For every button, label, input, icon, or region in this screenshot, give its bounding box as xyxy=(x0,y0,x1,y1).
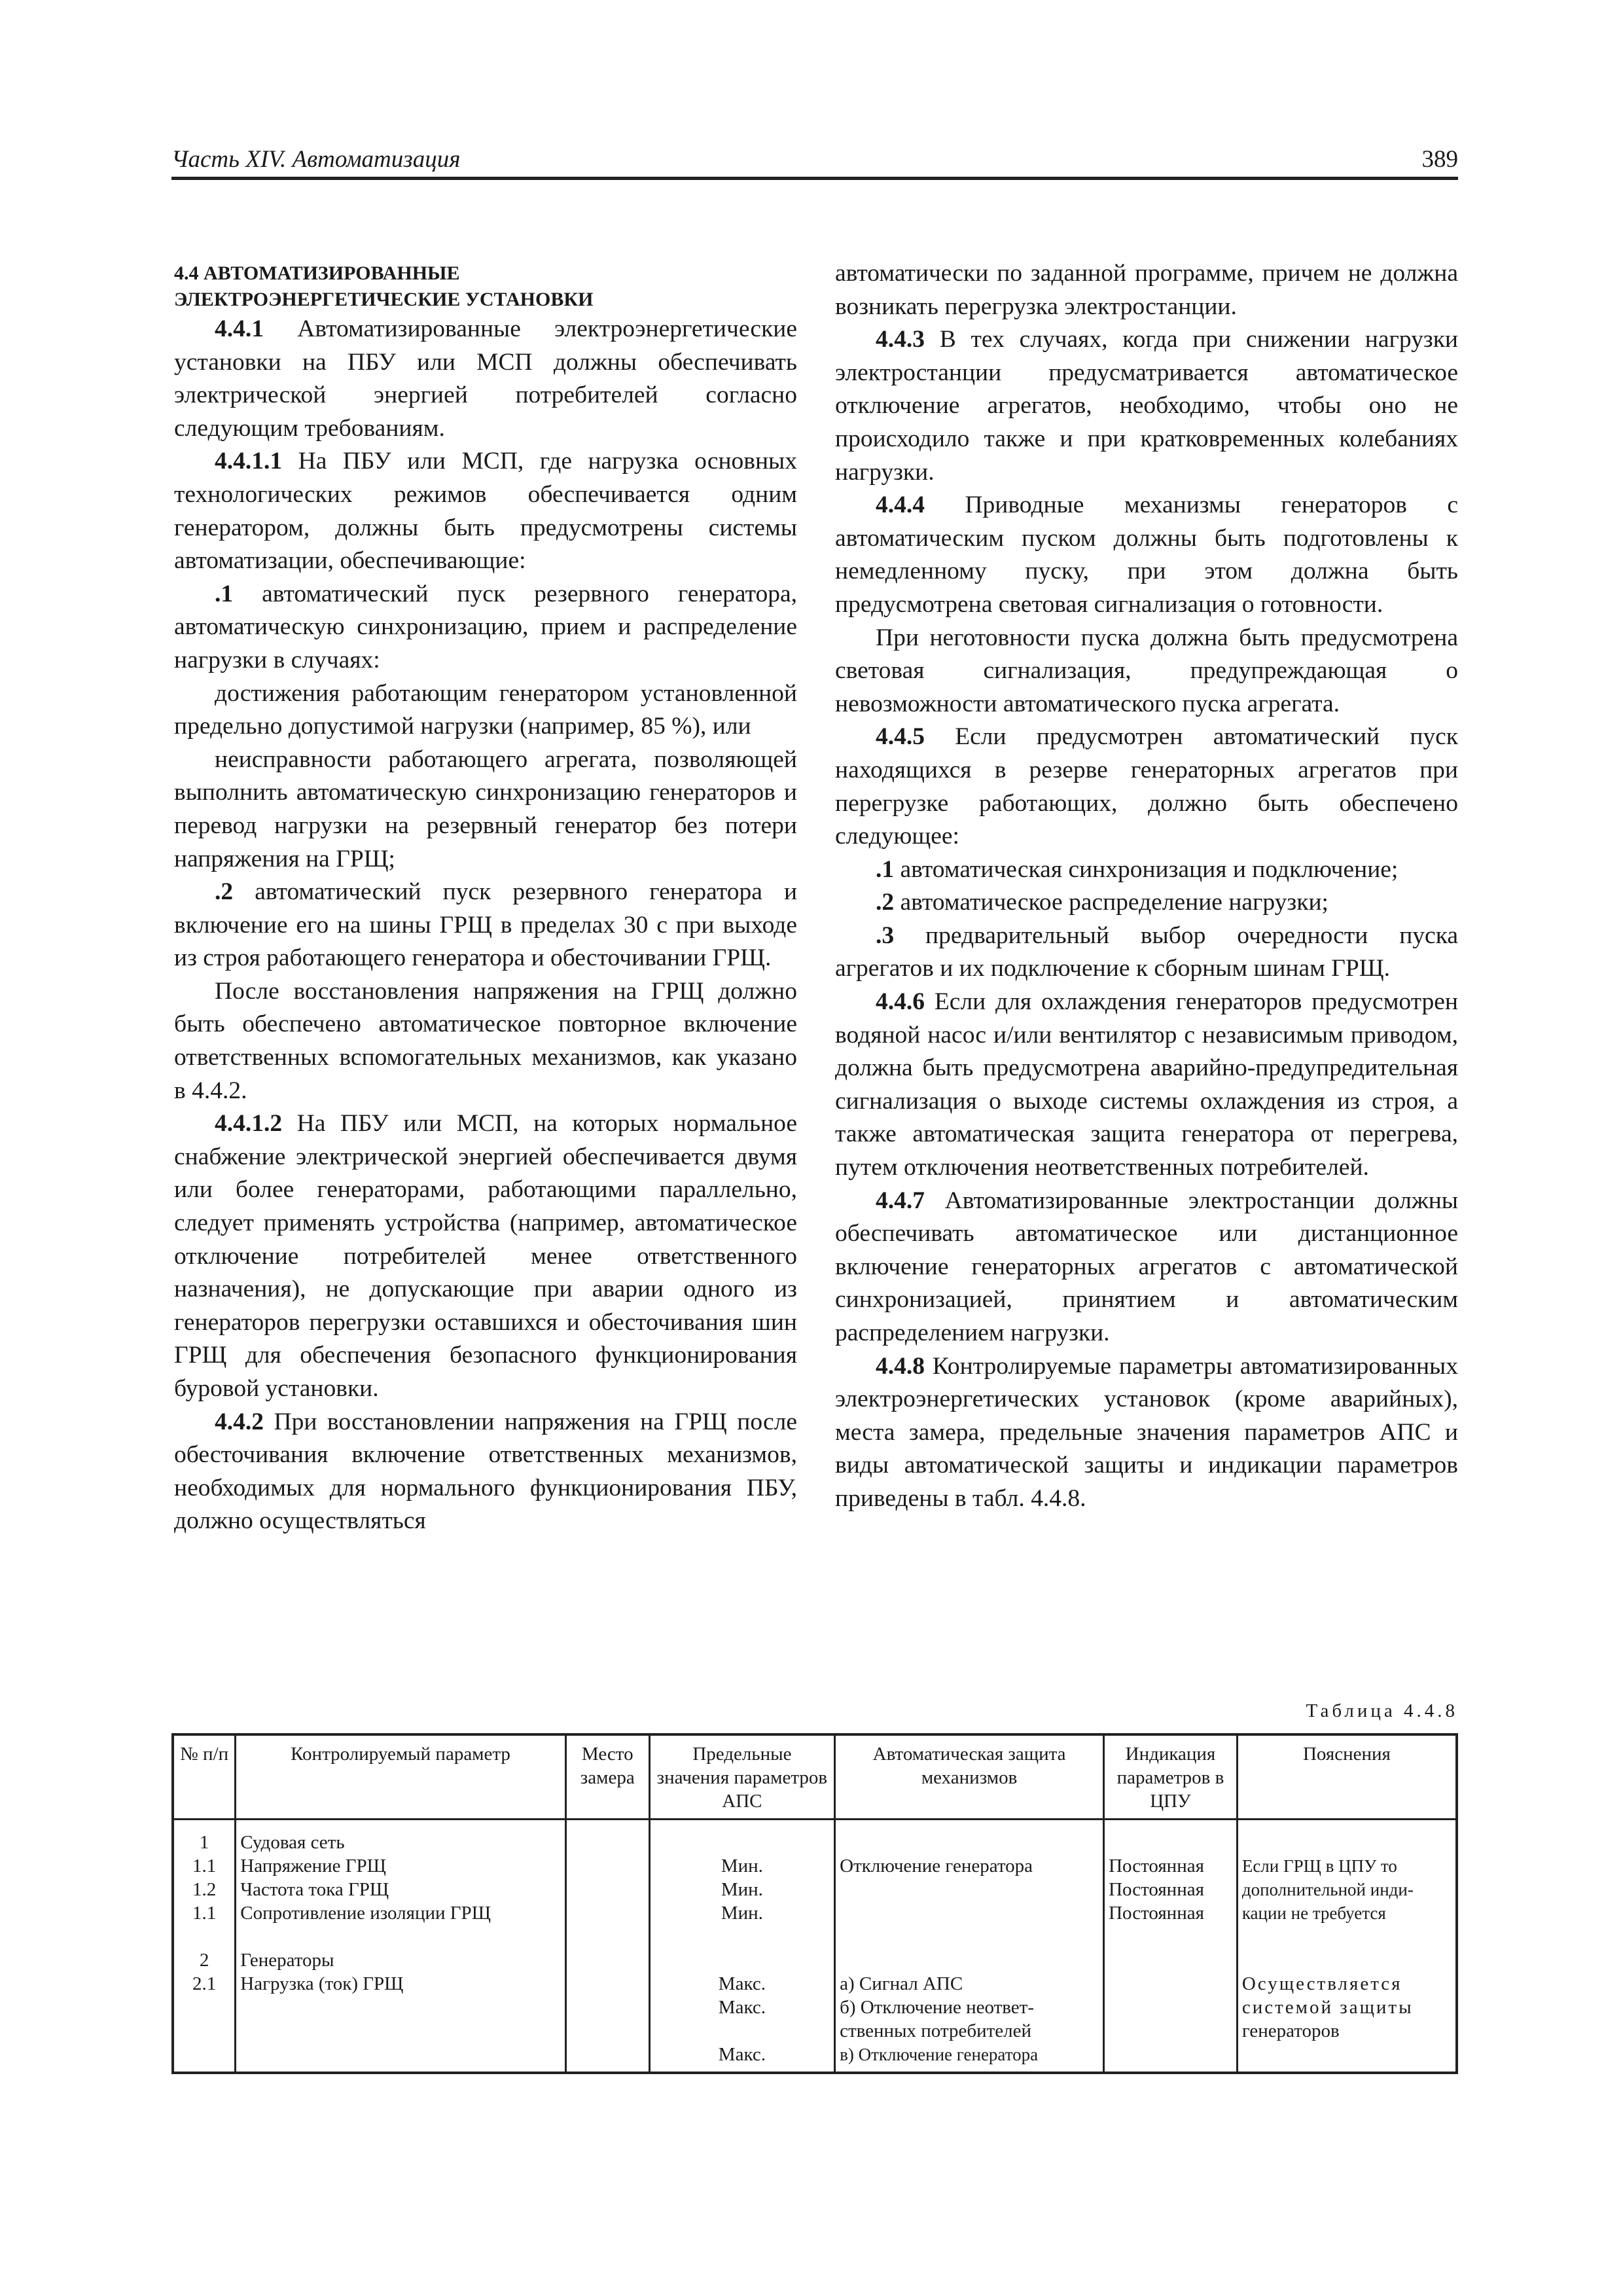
cell-protection: а) Сигнал АПС xyxy=(835,1972,1104,1996)
cell-protection: Отключение генератора xyxy=(835,1854,1104,1878)
cell-place xyxy=(565,1972,649,1996)
cell-place xyxy=(565,1854,649,1878)
left-column xyxy=(174,260,797,1538)
cell-indication: Постоянная xyxy=(1104,1901,1238,1925)
cell-param xyxy=(236,1996,566,2019)
clause-4-4-8 xyxy=(835,1350,1458,1516)
table-row xyxy=(173,1878,1457,1901)
cell-indication xyxy=(1104,1996,1238,2019)
clause-text: На ПБУ или МСП, где нагрузка основных технологических режимов обеспечивается одним генератором, должны быть предусмотрены системы автоматизации, обеспечивающие: xyxy=(174,448,798,575)
clause-4-4-6 xyxy=(835,986,1458,1185)
clause-number: 4.4.1.2 xyxy=(215,1110,283,1138)
running-header xyxy=(171,145,1458,178)
clause-number: 4.4.8 xyxy=(876,1352,925,1380)
clause-4-4-7 xyxy=(835,1185,1458,1350)
table-row xyxy=(173,2019,1457,2043)
cell-protection: в) Отключение генератора xyxy=(835,2043,1104,2073)
cell-num xyxy=(173,2019,236,2043)
clause-4-4-3 xyxy=(835,323,1458,489)
clause-4-4-2 xyxy=(174,1406,797,1538)
clause-number: 4.4.3 xyxy=(876,326,925,353)
cell-protection xyxy=(835,1925,1104,1972)
clause-number: 4.4.7 xyxy=(876,1187,925,1214)
table-row xyxy=(173,1901,1457,1925)
header-place xyxy=(565,1734,649,1820)
item-number: .1 xyxy=(215,580,234,607)
paragraph: достижения работающим генератором установленной предельно допустимой нагрузки (например, 85 %), или xyxy=(174,679,797,740)
cell-limits xyxy=(649,2019,834,2043)
cell-param: Напряжение ГРЩ xyxy=(236,1854,566,1878)
cell-indication xyxy=(1104,1925,1238,1972)
cell-place xyxy=(565,1901,649,1925)
header-protection-text: Автоматическая защита механизмов xyxy=(872,1744,1066,1788)
paragraph: После восстановления напряжения на ГРЩ должно быть обеспечено автоматическое повторное включение ответственных вспомогательных механизмов, как указано в 4.4.2. xyxy=(174,977,797,1104)
item-number: .2 xyxy=(215,878,234,906)
header-limits xyxy=(649,1734,834,1820)
cell-notes: системой защиты xyxy=(1237,1996,1457,2019)
item-text: предварительный выбор очередности пуска агрегатов и их подключение к сборным шинам ГРЩ. xyxy=(835,922,1458,982)
clause-text: Если предусмотрен автоматический пуск находящихся в резерве генераторных агрегатов при перегрузке работающих, должно быть обеспечено следующее: xyxy=(835,723,1459,850)
table-row xyxy=(173,1996,1457,2019)
cell-protection xyxy=(835,1878,1104,1901)
cell-indication xyxy=(1104,2043,1238,2073)
clause-number: 4.4.4 xyxy=(876,492,925,519)
cell-protection xyxy=(835,1820,1104,1855)
cell-notes: дополнительной инди- xyxy=(1237,1878,1457,1901)
clause-number: 4.4.1.1 xyxy=(215,448,283,475)
clause-number: 4.4.5 xyxy=(876,723,925,751)
cell-place xyxy=(565,2043,649,2073)
header-num xyxy=(173,1734,236,1820)
clause-text: При восстановлении напряжения на ГРЩ после обесточивания включение ответственных механизмов, необходимых для нормального функционирования ПБУ, должно осуществляться xyxy=(174,1408,798,1535)
cell-limits: Мин. xyxy=(649,1854,834,1878)
parameters-table xyxy=(171,1733,1458,2074)
table-row xyxy=(173,2043,1457,2073)
item-number: .2 xyxy=(876,889,895,916)
cell-notes: Если ГРЩ в ЦПУ то xyxy=(1237,1854,1457,1878)
cell-param: Нагрузка (ток) ГРЩ xyxy=(236,1972,566,1996)
item-2 xyxy=(835,886,1458,920)
cell-protection xyxy=(835,1901,1104,1925)
cell-place xyxy=(565,1996,649,2019)
cell-limits: Макс. xyxy=(649,1972,834,1996)
cell-num: 1.1 xyxy=(173,1854,236,1878)
cell-param xyxy=(236,2019,566,2043)
cell-place xyxy=(565,1878,649,1901)
cell-num: 1.2 xyxy=(173,1878,236,1901)
item-number: .3 xyxy=(876,922,895,949)
clause-text: Автоматизированные электростанции должны обеспечивать автоматическое или дистанционное включение генераторных агрегатов с автоматической синхронизацией, принятием и автоматическим распределением нагрузки. xyxy=(835,1187,1459,1346)
cell-protection: б) Отключение неответ- xyxy=(835,1996,1104,2019)
cell-param: Судовая сеть xyxy=(236,1820,566,1855)
clause-text: Контролируемые параметры автоматизированных электроэнергетических установок (кроме аварийных), места замера, предельные значения параметров АПС и виды автоматической защиты и индикации параметров приведены в табл. 4.4.8. xyxy=(835,1352,1458,1512)
item-1 xyxy=(174,578,797,677)
paragraph: неисправности работающего агрегата, позволяющей выполнить автоматическую синхронизацию генераторов и перевод нагрузки на резервный генератор без потери напряжения на ГРЩ; xyxy=(174,745,797,872)
header-indication xyxy=(1104,1734,1238,1820)
cell-limits: Мин. xyxy=(649,1878,834,1901)
header-indication-text: Индикация параметров в ЦПУ xyxy=(1116,1744,1224,1812)
cell-param: Генераторы xyxy=(236,1925,566,1972)
cell-indication: Постоянная xyxy=(1104,1878,1238,1901)
table-caption: Таблица 4.4.8 xyxy=(1306,1700,1458,1721)
section-title-line2: ЭЛЕКТРОЭНЕРГЕТИЧЕСКИЕ УСТАНОВКИ xyxy=(174,289,594,310)
cell-num: 2.1 xyxy=(173,1972,236,1996)
cell-notes xyxy=(1237,1820,1457,1855)
item-text: автоматическое распределение нагрузки; xyxy=(900,889,1329,916)
clause-4-4-4 xyxy=(835,489,1458,621)
clause-number: 4.4.6 xyxy=(876,988,925,1016)
cell-notes xyxy=(1237,1925,1457,1972)
item-3 xyxy=(835,920,1458,986)
right-column xyxy=(835,257,1458,1516)
clause-number: 4.4.1 xyxy=(215,315,264,342)
cell-indication xyxy=(1104,1820,1238,1855)
cell-notes: кации не требуется xyxy=(1237,1901,1457,1925)
cell-param: Сопротивление изоляции ГРЩ xyxy=(236,1901,566,1925)
section-title-line1: 4.4 АВТОМАТИЗИРОВАННЫЕ xyxy=(174,262,460,284)
cell-place xyxy=(565,2019,649,2043)
section-title xyxy=(174,260,797,313)
header-notes xyxy=(1237,1734,1457,1820)
paragraph: При неготовности пуска должна быть предусмотрена световая сигнализация, предупреждающая о невозможности автоматического пуска агрегата. xyxy=(835,624,1458,717)
item-text: автоматическая синхронизация и подключение; xyxy=(900,855,1399,883)
cell-indication xyxy=(1104,1972,1238,1996)
header-place-text: Место замера xyxy=(580,1744,635,1788)
cell-limits xyxy=(649,1925,834,1972)
cell-num: 2 xyxy=(173,1925,236,1972)
clause-4-4-1-2 xyxy=(174,1107,797,1405)
cell-indication xyxy=(1104,2019,1238,2043)
cell-num xyxy=(173,1996,236,2019)
item-2 xyxy=(174,876,797,975)
clause-text: Если для охлаждения генераторов предусмотрен водяной насос и/или вентилятор с независимым приводом, должна быть предусмотрена аварийно-предупредительная сигнализация о выходе системы охлаждения из строя, а также автоматическая защита генератора от перегрева, путем отключения неответственных потребителей. xyxy=(835,988,1458,1181)
clause-text: Приводные механизмы генераторов с автоматическим пуском должны быть подготовлены к немедленному пуску, при этом должна быть предусмотрена световая сигнализация о готовности. xyxy=(835,492,1459,618)
clause-4-4-5 xyxy=(835,721,1458,853)
header-rule xyxy=(171,177,1458,180)
clause-4-4-1-1 xyxy=(174,445,797,577)
cell-limits xyxy=(649,1820,834,1855)
cell-limits: Макс. xyxy=(649,2043,834,2073)
item-text: автоматический пуск резервного генератора, автоматическую синхронизацию, прием и распределение нагрузки в случаях: xyxy=(174,580,797,673)
cell-param: Частота тока ГРЩ xyxy=(236,1878,566,1901)
table-row xyxy=(173,1925,1457,1972)
clause-text: На ПБУ или МСП, на которых нормальное снабжение электрической энергией обеспечивается двумя или более генераторами, работающими параллельно, следует применять устройства (например, автоматическое отключение потребителей менее ответственного назначения), не допускающие при аварии одного из генераторов перегрузки оставшихся и обесточивания шин ГРЩ для обеспечения безопасного функционирования буровой установки. xyxy=(174,1110,797,1402)
page-number: 389 xyxy=(1421,146,1458,173)
item-number: .1 xyxy=(876,855,895,883)
cell-limits: Макс. xyxy=(649,1996,834,2019)
table-row xyxy=(173,1972,1457,1996)
header-param-text: Контролируемый параметр xyxy=(291,1744,510,1765)
cell-notes xyxy=(1237,2043,1457,2073)
clause-text: В тех случаях, когда при снижении нагрузки электростанции предусматривается автоматическое отключение агрегатов, необходимо, чтобы оно не происходило также и при кратковременных колебаниях нагрузки. xyxy=(835,326,1458,486)
table-row xyxy=(173,1854,1457,1878)
cell-limits: Мин. xyxy=(649,1901,834,1925)
clause-text: Автоматизированные электроэнергетические установки на ПБУ или МСП должны обеспечивать электрической энергией потребителей согласно следующим требованиям. xyxy=(174,315,797,442)
clause-number: 4.4.2 xyxy=(215,1408,264,1435)
cell-protection: ственных потребителей xyxy=(835,2019,1104,2043)
cell-num: 1.1 xyxy=(173,1901,236,1925)
table-header-row xyxy=(173,1734,1457,1820)
item-text: автоматический пуск резервного генератора и включение его на шины ГРЩ в пределах 30 с при выходе из строя работающего генератора и обесточивании ГРЩ. xyxy=(174,878,798,972)
cell-place xyxy=(565,1820,649,1855)
header-limits-text: Предельные значения параметров АПС xyxy=(656,1744,828,1812)
cell-notes: Осуществляется xyxy=(1237,1972,1457,1996)
table-row xyxy=(173,1820,1457,1855)
header-num-text: № п/п xyxy=(180,1744,229,1765)
cell-place xyxy=(565,1925,649,1972)
cell-notes: генераторов xyxy=(1237,2019,1457,2043)
clause-4-4-1 xyxy=(174,313,797,445)
header-title: Часть XIV. Автоматизация xyxy=(171,146,461,173)
cell-indication: Постоянная xyxy=(1104,1854,1238,1878)
cell-num xyxy=(173,2043,236,2073)
header-param xyxy=(236,1734,566,1820)
cell-param xyxy=(236,2043,566,2073)
cell-num: 1 xyxy=(173,1820,236,1855)
header-notes-text: Пояснения xyxy=(1302,1744,1391,1765)
item-1 xyxy=(835,853,1458,887)
paragraph-continued: автоматически по заданной программе, причем не должна возникать перегрузка электростанции. xyxy=(835,260,1458,320)
header-protection xyxy=(835,1734,1104,1820)
